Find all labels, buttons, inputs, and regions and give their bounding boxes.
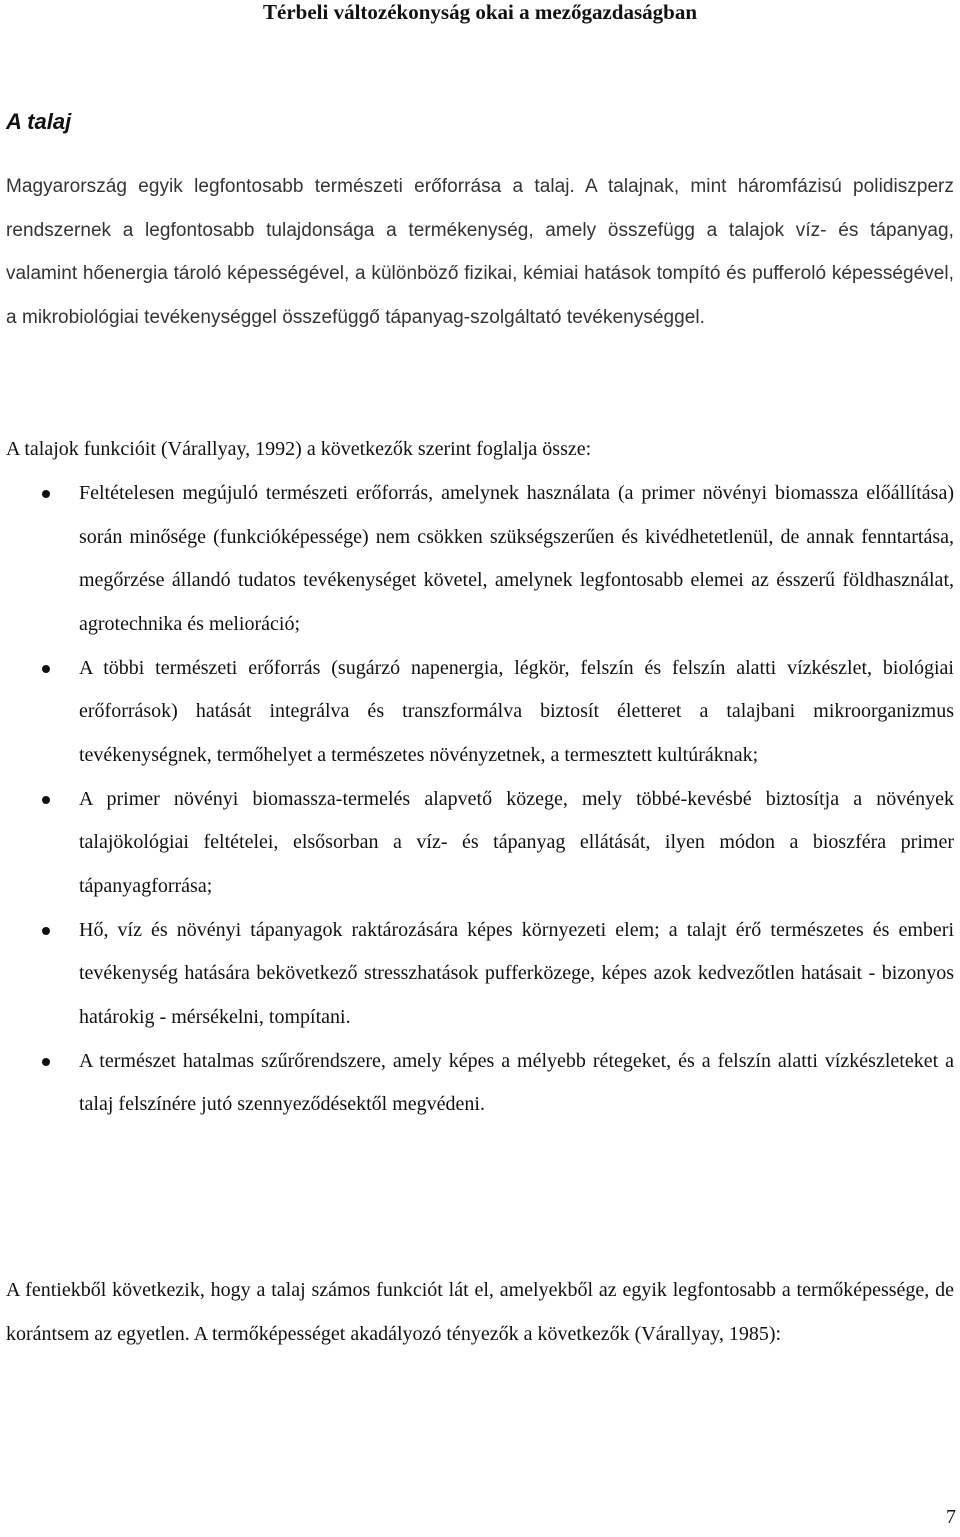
functions-intro-paragraph: A talajok funkcióit (Várallyay, 1992) a következők szerint foglalja össze: (6, 438, 592, 460)
page-header-title: Térbeli változékonyság okai a mezőgazdaságban (263, 0, 697, 24)
list-item-text: A primer növényi biomassza-termelés alapvető közege, mely többé-kevésbé biztosítja a növények talajökológiai feltételei, elsősorban a víz- és tápanyag ellátását, ilyen módon a bioszféra primer tápanyagforrása; (79, 787, 954, 897)
bullet-icon (42, 490, 50, 498)
list-item (0, 472, 954, 646)
list-item (0, 647, 954, 778)
list-item-text: A többi természeti erőforrás (sugárzó napenergia, légkör, felszín és felszín alatti vízkészlet, biológiai erőforrások) hatását integrálva és transzformálva biztosít életteret a talajbani mikroorganizmus tevékenységnek, termőhelyet a természetes növényzetnek, a termesztett kultúráknak; (79, 656, 954, 766)
list-item-text: Hő, víz és növényi tápanyagok raktározására képes környezeti elem; a talajt érő természetes és emberi tevékenység hatására bekövetkező stresszhatások pufferközege, képes azok kedvezőtlen hatásait - bizonyos határokig - mérsékelni, tompítani. (79, 918, 954, 1028)
soil-functions-list (0, 472, 960, 1127)
list-item-text: A természet hatalmas szűrőrendszere, amely képes a mélyebb rétegeket, és a felszín alatti vízkészleteket a talaj felszínére jutó szennyeződésektől megvédeni. (79, 1049, 954, 1115)
section-heading: A talaj (6, 109, 72, 134)
bullet-icon (42, 927, 50, 935)
list-item (0, 778, 954, 909)
bullet-icon (42, 1058, 50, 1066)
bullet-icon (42, 665, 50, 673)
page-number: 7 (946, 1506, 956, 1528)
conclusion-paragraph: A fentiekből következik, hogy a talaj számos funkciót lát el, amelyekből az egyik legfontosabb a termőképessége, de korántsem az egyetlen. A termőképességet akadályozó tényezők a következők (Várallyay, 1985): (6, 1279, 954, 1345)
bullet-icon (42, 796, 50, 804)
intro-paragraph: Magyarország egyik legfontosabb természeti erőforrása a talaj. A talajnak, mint háromfázisú polidiszperz rendszernek a legfontosabb tulajdonsága a termékenység, amely összefügg a talajok víz- és tápanyag, valamint hőenergia tároló képességével, a különböző fizikai, kémiai hatások tompító és pufferoló képességével, a mikrobiológiai tevékenységgel összefüggő tápanyag-szolgáltató tevékenységgel. (6, 176, 954, 328)
list-item-text: Feltételesen megújuló természeti erőforrás, amelynek használata (a primer növényi biomassza előállítása) során minősége (funkcióképessége) nem csökken szükségszerűen és kivédhetetlenül, de annak fenntartása, megőrzése állandó tudatos tevékenységet követel, amelynek legfontosabb elemei az ésszerű földhasználat, agrotechnika és melioráció; (79, 482, 954, 635)
list-item (0, 909, 954, 1040)
list-item (0, 1040, 954, 1127)
